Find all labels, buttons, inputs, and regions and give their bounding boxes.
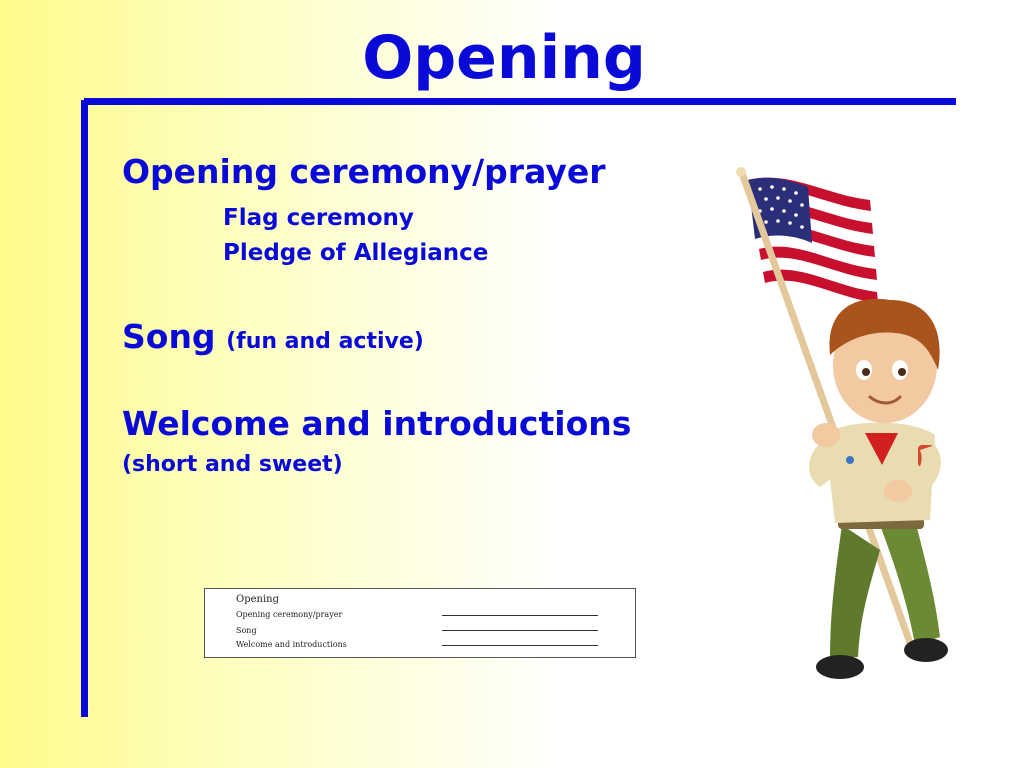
- top-rule: [84, 98, 956, 105]
- welcome-heading: Welcome and introductions: [122, 404, 632, 443]
- ceremony-item-pledge: Pledge of Allegiance: [223, 240, 489, 266]
- form-row-ceremony-line: [442, 615, 598, 616]
- song-line: [122, 317, 424, 362]
- song-heading: Song: [122, 317, 216, 356]
- ceremony-heading: Opening ceremony/prayer: [122, 152, 606, 191]
- form-row-ceremony: Opening ceremony/prayer: [236, 610, 343, 619]
- welcome-note: (short and sweet): [122, 452, 343, 477]
- ceremony-item-flag: Flag ceremony: [223, 205, 414, 231]
- form-row-welcome-line: [442, 645, 598, 646]
- song-note: (fun and active): [226, 329, 424, 354]
- form-thumbnail: [204, 588, 636, 658]
- form-row-welcome: Welcome and introductions: [236, 640, 347, 649]
- slide-title: Opening: [362, 23, 646, 93]
- form-title: Opening: [236, 594, 279, 605]
- scout-with-flag-icon: [730, 165, 960, 700]
- left-rule: [81, 100, 88, 717]
- form-row-song: Song: [236, 626, 257, 635]
- form-row-song-line: [442, 630, 598, 631]
